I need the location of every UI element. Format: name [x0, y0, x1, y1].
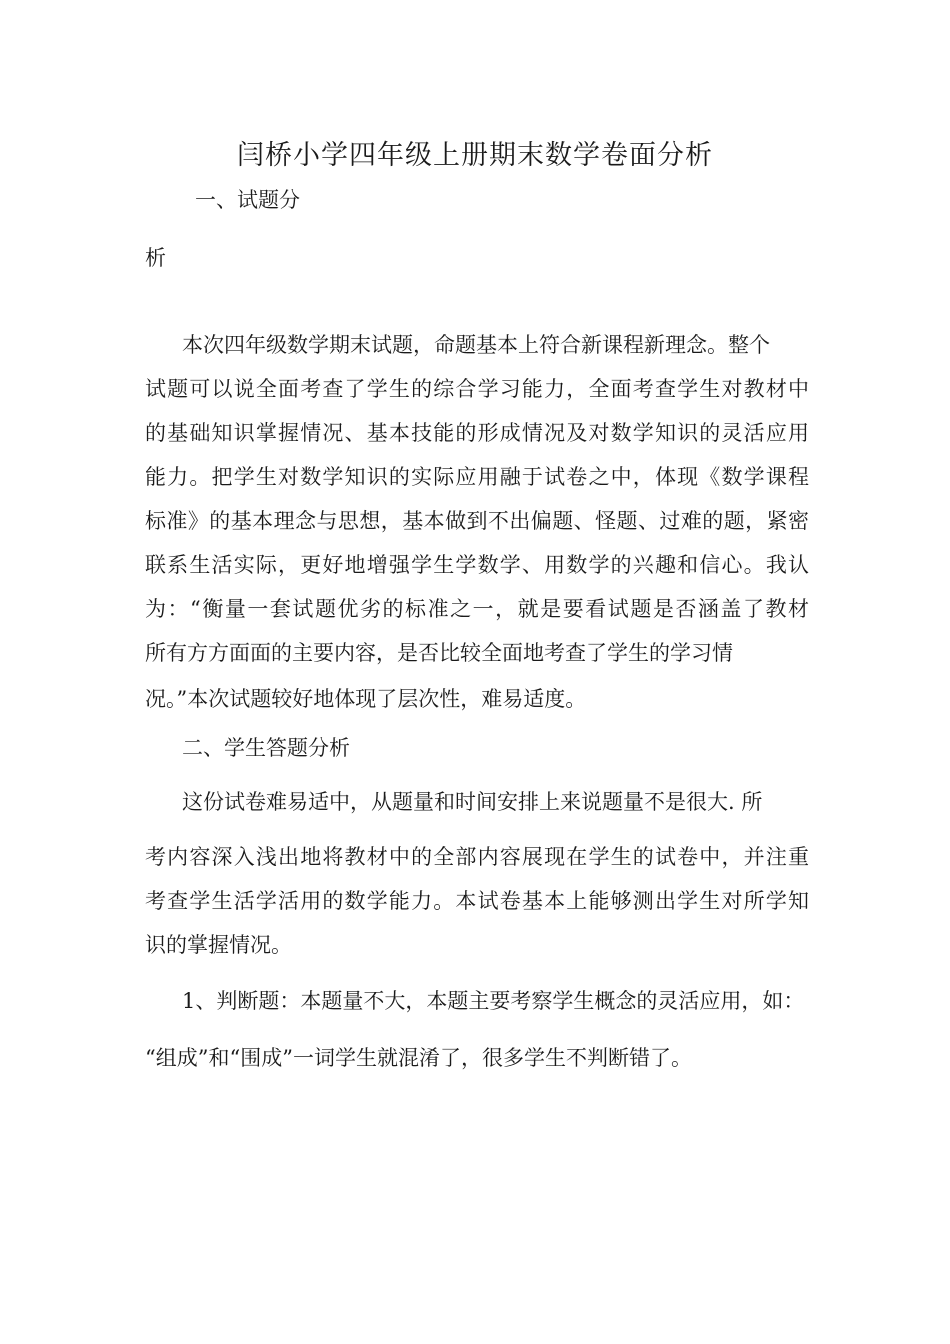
para1-line-4: 能力。把学生对数学知识的实际应用融于试卷之中，体现《数学课程: [145, 465, 809, 489]
para1-line-9: 况。”本次试题较好地体现了层次性，难易适度。: [145, 687, 587, 711]
para2-line-2: 考内容深入浅出地将教材中的全部内容展现在学生的试卷中，并注重: [145, 845, 809, 869]
para1-line-5: 标准》的基本理念与思想，基本做到不出偏题、怪题、过难的题，紧密: [145, 509, 809, 533]
para1-line-6: 联系生活实际，更好地增强学生学数学、用数学的兴趣和信心。我认: [145, 553, 809, 577]
para2-line-4: 识的掌握情况。: [145, 933, 292, 957]
section1-heading-continued: 析: [145, 246, 166, 270]
document-title: 闫桥小学四年级上册期末数学卷面分析: [237, 140, 713, 171]
para1-line-2: 试题可以说全面考查了学生的综合学习能力，全面考查学生对教材中: [145, 377, 809, 401]
section2-heading: 二、学生答题分析: [182, 736, 350, 760]
para1-line-3: 的基础知识掌握情况、基本技能的形成情况及对数学知识的灵活应用: [145, 421, 809, 445]
para3-line-1: 1、判断题：本题量不大，本题主要考察学生概念的灵活应用，如：: [182, 989, 805, 1013]
para1-line-7: 为：“衡量一套试题优劣的标准之一，就是要看试题是否涵盖了教材: [145, 597, 809, 621]
section1-heading: 一、试题分: [195, 188, 300, 212]
para2-line-3: 考查学生活学活用的数学能力。本试卷基本上能够测出学生对所学知: [145, 889, 809, 913]
para3-line-2: “组成”和“围成”一词学生就混淆了，很多学生不判断错了。: [145, 1046, 692, 1070]
para1-line-8: 所有方方面面的主要内容，是否比较全面地考查了学生的学习情: [145, 641, 733, 665]
para2-line-1: 这份试卷难易适中，从题量和时间安排上来说题量不是很大. 所: [182, 790, 763, 814]
para1-line-1: 本次四年级数学期末试题，命题基本上符合新课程新理念。整个: [182, 333, 770, 357]
